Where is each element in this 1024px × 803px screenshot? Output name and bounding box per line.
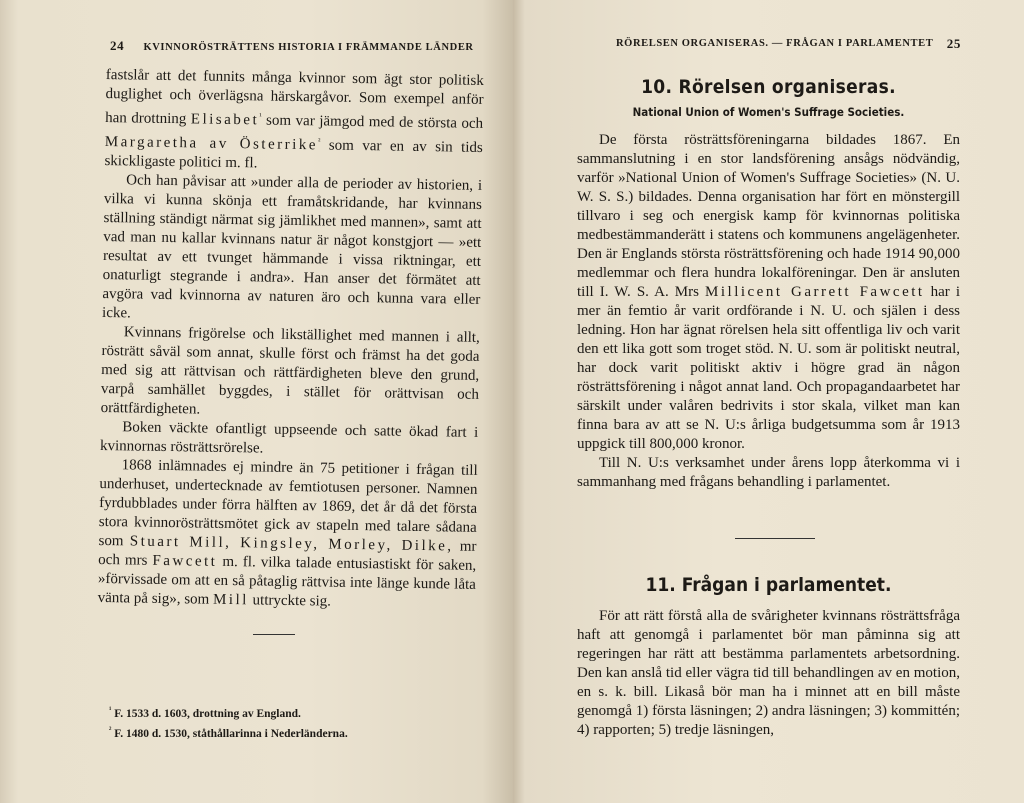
- name-millicent-fawcett: Millicent Garrett Fawcett: [705, 284, 925, 300]
- footnote-2-text: F. 1480 d. 1530, ståthållarinna i Nederländerna.: [111, 727, 348, 740]
- para5-text: 1868 inlämnades ej mindre än 75 petitioner i frågan till underhuset, undertecknade av femtiotusen personer. Namnen fyrdubblades under förra hälften av 1869, det år då det första stora kvinnorösträttsmötet gick av stapeln med talare sådana som: [98, 457, 478, 550]
- footnote-1-mark: ¹: [109, 705, 112, 714]
- left-paragraph-4: Boken väckte ofantligt uppseende och satte ökad fart i kvinnornas rösträttsrörelse.: [99, 419, 479, 457]
- footnotes: [109, 702, 469, 742]
- right-page: [513, 0, 1024, 803]
- right-running-head-text: RÖRELSEN ORGANISERAS. — FRÅGAN I PARLAMENTET: [616, 38, 934, 49]
- right-running-head: [616, 38, 961, 49]
- footnote-divider: [253, 634, 295, 635]
- names-speakers: Stuart Mill, Kingsley, Morley, Dilke,: [129, 533, 454, 555]
- left-paragraph-2: Och han påvisar att »under alla de perioder av historien, i vilka vi kunna skönja ett framåtskridande, har kvinnans ställning ständigt närmat sig jämlikhet med mannen», samt att vad man nu kallar kvinnans natur är något konstgjort — »ett resultat av ett tvunget hämmande i vissa riktningar, ett onaturligt stegrande i andra». Han anser det förmätet att avgöra vad kvinnorna av naturen äro och kunna vara eller icke.: [101, 172, 483, 322]
- left-running-head-text: KVINNORÖSTRÄTTENS HISTORIA I FRÄMMANDE LÄNDER: [143, 42, 474, 53]
- right-body-text: [577, 131, 960, 492]
- section-divider: [735, 538, 815, 539]
- name-fawcett: Fawcett: [152, 552, 218, 570]
- name-elisabet: Elisabet: [190, 111, 260, 129]
- right-page-number: 25: [946, 36, 961, 51]
- right-paragraph-3: För att rätt förstå alla de svårigheter kvinnans rösträttsfråga haft att genomgå i parlamentet bör man påminna sig att regeringen har rätt att bestämma parlamentets arbetsordning. Den kan anslå tid eller vägra tid till behandlingen av en motion, en s. k. bill. Likaså bör man ha i minnet att en bill måste genomgå 1) första läsningen; 2) andra läsningen; 3) kommittén; 4) rapporten; 5) tredje läsningen,: [577, 608, 960, 738]
- para5-text-d: uttryckte sig.: [248, 592, 332, 610]
- para1-text-c: som var en av sin tids skickligaste politici m. fl.: [104, 137, 483, 172]
- left-page-number: 24: [110, 38, 125, 53]
- left-paragraph-5: [97, 456, 477, 614]
- footnote-2-mark: ²: [109, 724, 112, 734]
- footnote-1-text: F. 1533 d. 1603, drottning av England.: [111, 707, 301, 720]
- chapter-11-title: 11. Frågan i parlamentet.: [645, 574, 892, 596]
- rp1-text: De första rösträttsföreningarna bildades 1867. En sammanslutning i en stor landsförening ansågs nödvändig, varför »National Union of Women's Suffrage Societies» (N. U. W. S. S.) bildades. Denna organisation har fört en mönstergill tillvaro i seg och energisk kamp för kvinnornas politiska medbestämmanderätt i statens och kommunens angelägenheter. Den är Englands största rösträttsförening och hade 1914 90,000 medlemmar och flera hundra lokalföreningar. Den är ansluten till I. W. S. A. Mrs: [577, 132, 960, 300]
- para5-text-b: mr och mrs: [98, 538, 477, 569]
- right-paragraph-2: Till N. U:s verksamhet under årens lopp återkomma vi i sammanhang med frågans behandling i parlamentet.: [577, 455, 960, 490]
- left-paragraph-1: [104, 66, 484, 177]
- para5-text-c: m. fl. vilka talade entusiastiskt för saken, »förvissade om att en så påtaglig rättvisa inte länge kunde låta vänta på sig», som: [97, 553, 477, 608]
- chapter-10-subtitle: National Union of Women's Suffrage Societies.: [632, 105, 905, 119]
- left-body-text: [97, 66, 483, 614]
- rp1-text-rest: har i mer än femtio år varit ordförande i N. U. och själen i dess ledning. Hon har ägnat rörelsen hela sitt offentliga liv och varit den ett lika gott som troget stöd. N. U. som är politiskt neutral, har dock varit politiskt aktiv i högre grad än någon rösträttsförening i något annat land. Och propagandaarbetet har särskilt under valåren bedrivits i stor skala, vilket man kan finna bara av att se N. U:s årliga budgetsumma som år 1913 uppgick till 800,000 kronor.: [577, 284, 961, 452]
- left-paragraph-3: Kvinnans frigörelse och likställighet med mannen i allt, rösträtt såväl som annat, skulle först och främst ha det goda med sig att rättvisan och rättfärdigheten bleve den grund, varpå samhället byggdes, i stället för orättvisan och orättfärdigheten.: [100, 324, 480, 418]
- name-margaretha: Margaretha av Österrike: [104, 133, 319, 154]
- para1-text: fastslår att det funnits många kvinnor som ägt stor politisk duglighet och överlägsna härskargåvor. Som exempel anför han drottning: [105, 66, 484, 128]
- footnote-2: [109, 722, 469, 742]
- footnote-ref-2: ²: [318, 136, 321, 146]
- para1-text-b: som var jämgod med de största och: [261, 112, 484, 132]
- footnote-1: [109, 702, 469, 722]
- name-mill: Mill: [212, 591, 250, 609]
- footnote-ref-1: ¹: [259, 111, 262, 121]
- chapter-10-title: 10. Rörelsen organiseras.: [641, 76, 896, 98]
- left-running-head: [110, 38, 490, 54]
- right-paragraph-1: [577, 131, 960, 454]
- right-body-text-2: [577, 607, 960, 740]
